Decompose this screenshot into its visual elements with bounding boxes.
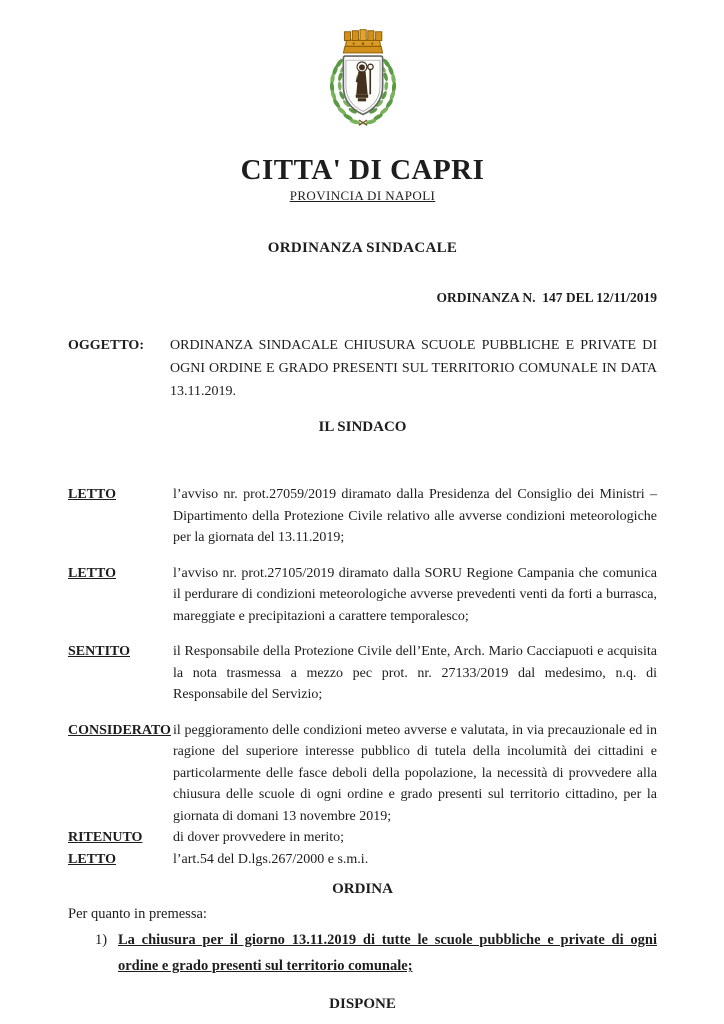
- province-subtitle: PROVINCIA DI NAPOLI: [289, 188, 436, 204]
- clause-label: CONSIDERATO: [68, 722, 171, 738]
- clause-ritenuto: [68, 827, 657, 849]
- document-type-heading: ORDINANZA SINDACALE: [267, 240, 458, 257]
- capri-coat-of-arms: [311, 24, 415, 151]
- clause-letto-2: [68, 563, 657, 628]
- clause-text: di dover provvedere in merito;: [173, 830, 345, 846]
- branch-knot: [358, 120, 366, 125]
- premise-line: Per quanto in premessa:: [68, 906, 207, 923]
- clause-letto-1: [68, 484, 657, 549]
- clause-label: LETTO: [68, 565, 116, 581]
- clause-considerato: [68, 720, 657, 828]
- clause-sentito: [68, 641, 657, 706]
- item-number: 1): [95, 932, 108, 949]
- clause-text: il Responsabile della Protezione Civile dell’Ente, Arch. Mario Cacciapuoti e acquisita la nota trasmessa a mezzo pec prot. nr. 27133/2019 dal medesimo, n.q. di Responsabile del Servizio;: [173, 644, 657, 703]
- clause-text: il peggioramento delle condizioni meteo avverse e valutata, in via precauzionale ed in ragione del superiore interesse pubblico di tutela della incolumità dei cittadini e particolarmente delle fasce deboli della popolazione, la necessità di provvedere alla chiusura delle scuole di ogni ordine e grado presenti sul territorio cittadino, per la giornata di domani 13 novembre 2019;: [173, 722, 657, 824]
- clause-text: l’avviso nr. prot.27059/2019 diramato dalla Presidenza del Consiglio dei Ministri – Dipartimento della Protezione Civile relativo alle avverse condizioni meteorologiche per la giornata del 13.11.2019;: [173, 487, 657, 546]
- clause-label: SENTITO: [68, 644, 130, 660]
- subject-text: ORDINANZA SINDACALE CHIUSURA SCUOLE PUBBLICHE E PRIVATE DI OGNI ORDINE E GRADO PRESENTI SUL TERRITORIO COMUNALE IN DATA 13.11.2019.: [170, 338, 657, 400]
- mayor-heading: IL SINDACO: [318, 419, 407, 436]
- mural-crown-icon: [343, 30, 382, 53]
- clause-label: LETTO: [68, 851, 116, 867]
- clause-text: l’art.54 del D.lgs.267/2000 e s.m.i.: [173, 851, 369, 867]
- city-title: CITTA' DI CAPRI: [240, 154, 485, 186]
- ordina-item-1: [68, 927, 657, 979]
- subject-section: [68, 334, 657, 403]
- item-text: La chiusura per il giorno 13.11.2019 di tutte le scuole pubbliche e private di ogni ordine e grado presenti sul territorio comunale;: [118, 932, 657, 975]
- subject-label: OGGETTO:: [68, 338, 144, 354]
- clause-letto-3: [68, 849, 657, 871]
- clause-label: RITENUTO: [68, 830, 143, 846]
- document-header: [68, 24, 657, 204]
- ordinance-number-line: ORDINANZA N. 147 DEL 12/11/2019: [436, 290, 657, 306]
- clause-label: LETTO: [68, 487, 116, 503]
- dispone-heading: DISPONE: [329, 996, 396, 1013]
- coat-of-arms-graphic: [311, 24, 415, 146]
- recitals-section: [68, 484, 657, 870]
- clause-text: l’avviso nr. prot.27105/2019 diramato dalla SORU Regione Campania che comunica il perdurare di condizioni meteorologiche avverse prevedenti venti da forti a burrasca, mareggiate e precipitazioni a carattere temporalesco;: [173, 565, 657, 624]
- ordina-heading: ORDINA: [332, 881, 393, 898]
